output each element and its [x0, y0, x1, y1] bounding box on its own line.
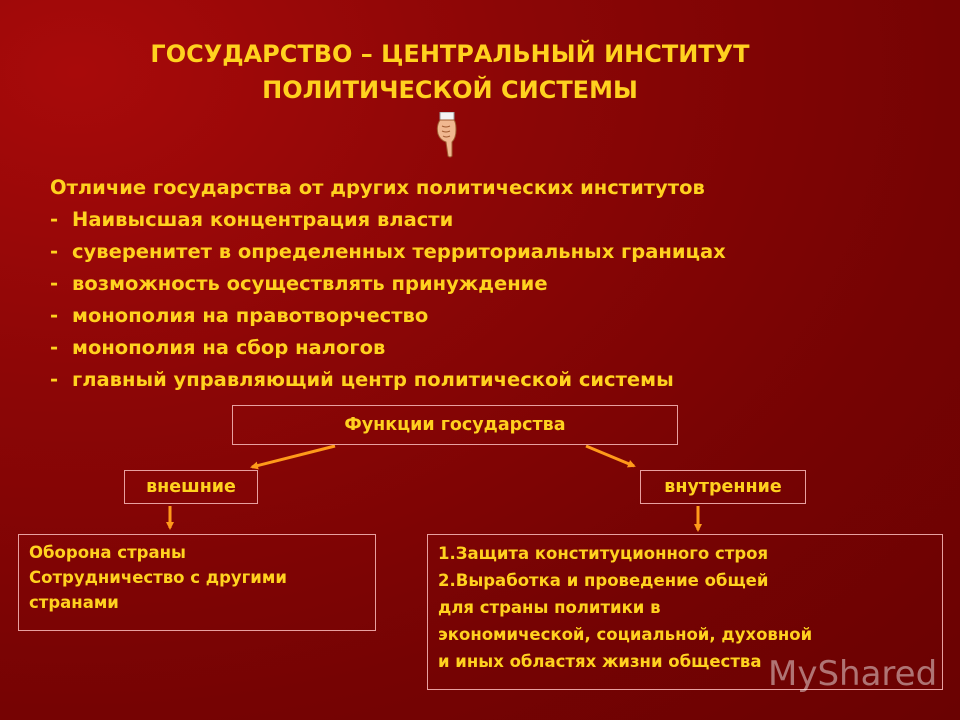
external-functions-details [18, 534, 376, 631]
external-functions-box: внешние [124, 470, 258, 504]
detail-line: 1.Защита конституционного строя [438, 544, 769, 563]
list-item: - монополия на сбор налогов [50, 336, 386, 359]
watermark: MyShared [768, 654, 938, 694]
internal-functions-box: внутренние [640, 470, 806, 504]
detail-line: Оборона страны [29, 543, 186, 562]
detail-line: и иных областях жизни общества [438, 652, 762, 671]
detail-line: Сотрудничество с другими [29, 568, 287, 587]
arrow-to-internal [586, 446, 634, 466]
arrow-to-external [252, 446, 335, 467]
detail-line: для страны политики в [438, 598, 661, 617]
title-line-2: ПОЛИТИЧЕСКОЙ СИСТЕМЫ [262, 76, 638, 104]
functions-box: Функции государства [232, 405, 678, 445]
list-item: - главный управляющий центр политической системы [50, 368, 674, 391]
detail-line: 2.Выработка и проведение общей [438, 571, 769, 590]
title-line-1: ГОСУДАРСТВО – ЦЕНТРАЛЬНЫЙ ИНСТИТУТ [150, 40, 750, 68]
detail-line: экономической, социальной, духовной [438, 625, 813, 644]
distinctions-heading: Отличие государства от других политических институтов [50, 176, 705, 199]
detail-line: странами [29, 593, 119, 612]
list-item: - возможность осуществлять принуждение [50, 272, 548, 295]
list-item: - Наивысшая концентрация власти [50, 208, 454, 231]
list-item: - суверенитет в определенных территориальных границах [50, 240, 726, 263]
list-item: - монополия на правотворчество [50, 304, 429, 327]
